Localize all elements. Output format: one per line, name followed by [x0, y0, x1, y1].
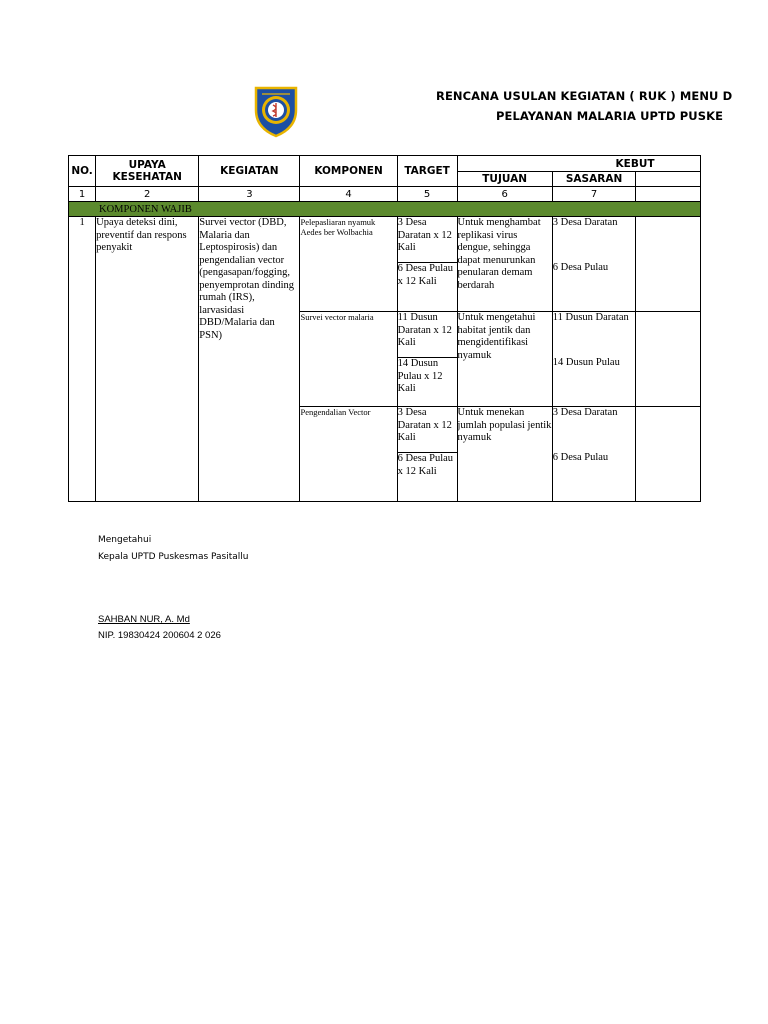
footer-nama: SAHBAN NUR, A. Md — [98, 614, 190, 625]
tujuan-cell: Untuk mengetahui habitat jentik dan mengidentifikasi nyamuk — [457, 312, 552, 407]
col-number: 7 — [552, 187, 636, 202]
header-kebutuhan: KEBUT — [457, 156, 700, 172]
header-sasaran: SASARAN — [552, 172, 636, 187]
col-number: 6 — [457, 187, 552, 202]
header-no: NO. — [69, 156, 96, 187]
header-extra — [636, 172, 701, 187]
komponen-cell: Pelepasliaran nyamuk Aedes ber Wolbachia — [300, 217, 397, 312]
sasaran-value: 3 Desa Daratan — [552, 217, 618, 228]
section-komponen-wajib: KOMPONEN WAJIB — [69, 202, 701, 217]
extra-cell — [636, 217, 701, 312]
footer-jabatan: Kepala UPTD Puskesmas Pasitallu — [98, 552, 249, 562]
target-value: 11 Dusun Daratan x 12 Kali — [397, 312, 452, 348]
komponen-cell: Pengendalian Vector — [300, 407, 397, 502]
sasaran-cell — [552, 407, 636, 502]
row-upaya: Upaya deteksi dini, preventif dan respons penyakit — [96, 217, 199, 502]
tujuan-cell: Untuk menghambat replikasi virus dengue, sehingga dapat menurunkan penularan demam berdarah — [457, 217, 552, 312]
ruk-table — [68, 155, 701, 502]
sasaran-cell — [552, 312, 636, 407]
header-kegiatan: KEGIATAN — [199, 156, 300, 187]
target-value: 3 Desa Daratan x 12 Kali — [397, 217, 452, 253]
target-value: 6 Desa Pulau x 12 Kali — [398, 262, 457, 311]
document-title-line1: RENCANA USULAN KEGIATAN ( RUK ) MENU D — [436, 89, 733, 103]
table-row — [69, 217, 701, 312]
header-tujuan: TUJUAN — [457, 172, 552, 187]
extra-cell — [636, 407, 701, 502]
sasaran-cell — [552, 217, 636, 312]
header-upaya-kesehatan: UPAYA KESEHATAN — [96, 156, 199, 187]
col-number: 3 — [199, 187, 300, 202]
col-number — [636, 187, 701, 202]
komponen-cell: Survei vector malaria — [300, 312, 397, 407]
target-cell — [397, 407, 457, 502]
sasaran-value: 3 Desa Daratan — [552, 407, 618, 418]
tujuan-cell: Untuk menekan jumlah populasi jentik nyamuk — [457, 407, 552, 502]
header-komponen: KOMPONEN — [300, 156, 397, 187]
col-number: 5 — [397, 187, 457, 202]
target-cell — [397, 217, 457, 312]
col-number: 2 — [96, 187, 199, 202]
sasaran-value: 6 Desa Pulau — [552, 452, 609, 463]
sasaran-value: 14 Dusun Pulau — [552, 357, 620, 368]
footer-mengetahui: Mengetahui — [98, 535, 152, 545]
header-target: TARGET — [397, 156, 457, 187]
target-value: 6 Desa Pulau x 12 Kali — [398, 452, 457, 501]
row-kegiatan: Survei vector (DBD, Malaria dan Leptospirosis) dan pengendalian vector (pengasapan/fogging, penyemprotan dinding rumah (IRS), larvasidasi DBD/Malaria dan PSN) — [199, 217, 300, 502]
footer-nip: NIP. 19830424 200604 2 026 — [98, 630, 221, 641]
extra-cell — [636, 312, 701, 407]
col-number: 4 — [300, 187, 397, 202]
target-value: 3 Desa Daratan x 12 Kali — [397, 407, 452, 443]
col-number: 1 — [69, 187, 96, 202]
row-no: 1 — [69, 217, 96, 502]
target-value: 14 Dusun Pulau x 12 Kali — [398, 357, 457, 406]
document-title-line2: PELAYANAN MALARIA UPTD PUSKE — [496, 109, 724, 123]
column-number-row — [69, 187, 701, 202]
sasaran-value: 6 Desa Pulau — [552, 262, 609, 273]
target-cell — [397, 312, 457, 407]
sasaran-value: 11 Dusun Daratan — [552, 312, 629, 323]
